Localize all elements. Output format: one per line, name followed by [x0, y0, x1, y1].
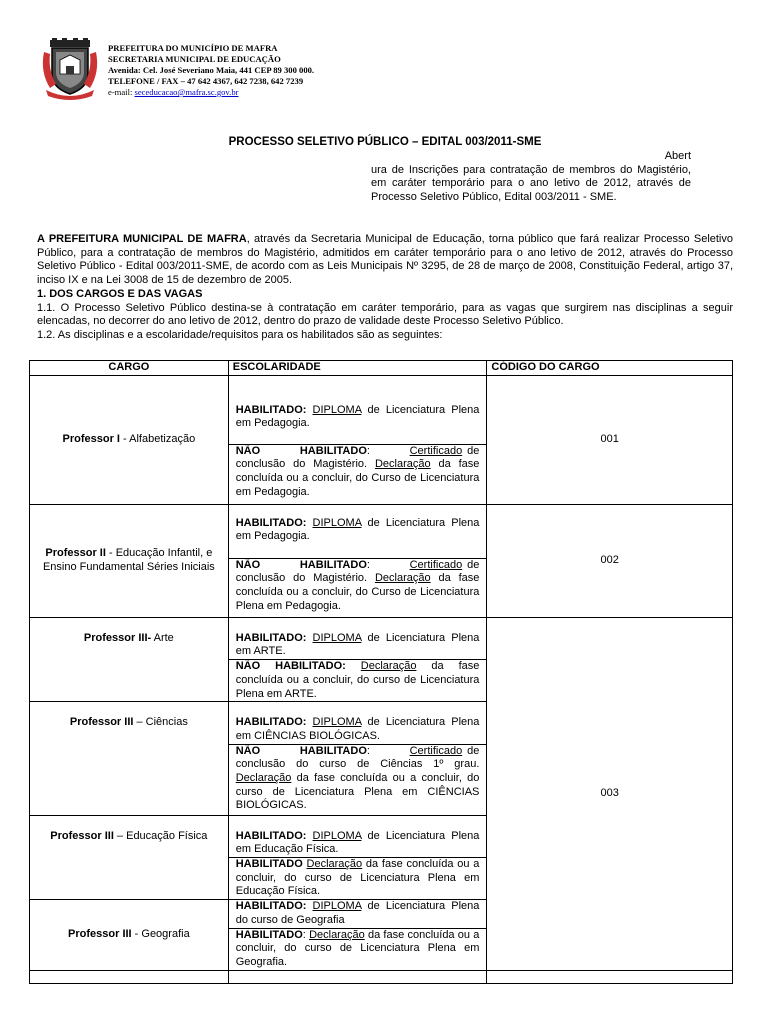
letterhead-line: TELEFONE / FAX – 47 642 4367, 642 7238, 642 7239 — [108, 76, 304, 86]
nao-habilitado-cell — [228, 660, 487, 702]
nao-habilitado-text: da fase concluída ou a concluir, do Curso de Licenciatura Plena em Pedagogia. — [235, 572, 480, 612]
abert-summary — [371, 150, 691, 204]
header-cargo: CARGO — [30, 361, 229, 376]
abert-rest: ura de Inscrições para contratação de membros do Magistério, em caráter temporário para o ano letivo de 2012, através de Processo Seletivo Público, Edital 003/2011 - SME. — [371, 163, 691, 203]
habilitado-text: de Licenciatura Plena do curso de Geografia — [235, 900, 480, 926]
nao-habilitado-cell: NÃO HABILITADO: Certificado de conclusão do Magistério. Declaração da fase concluída ou a concluir, do Curso de Licenciatura Plena em Pedagogia. — [228, 558, 487, 617]
codigo-cell: 003 — [487, 617, 733, 970]
diploma-term: DIPLOMA — [312, 829, 362, 842]
empty-cell — [487, 970, 733, 983]
cargo-name: Professor III — [69, 716, 134, 729]
cargo-detail: Arte — [151, 631, 174, 644]
cargo-detail: – Ciências — [133, 716, 188, 729]
label-nao-habilitado: NÃO — [235, 744, 261, 757]
nao-habilitado-text: da fase concluída ou a concluir, do curso de Licenciatura Plena em ARTE. — [235, 660, 480, 700]
cargo-cell — [30, 375, 229, 504]
habilitado-cell — [228, 504, 487, 558]
habilitado-cell — [228, 900, 487, 928]
header-escolaridade: ESCOLARIDADE — [228, 361, 487, 376]
certificado-term: Certificado — [409, 744, 463, 757]
table-row — [30, 504, 733, 558]
label-habilitado: HABILITADO: — [235, 829, 307, 842]
letterhead-line: PREFEITURA DO MUNICÍPIO DE MAFRA — [108, 43, 278, 53]
diploma-term: DIPLOMA — [312, 403, 362, 416]
habilitado-cell — [228, 375, 487, 444]
habilitado-text: de Licenciatura Plena em Pedagogia. — [235, 403, 480, 430]
nao-habilitado-text: de conclusão do curso de Ciências 1º grau. — [235, 744, 480, 771]
label-nao-habilitado: HABILITADO — [299, 744, 367, 757]
nao-habilitado-cell: NÃO HABILITADO: Certificado de conclusão do Magistério. Declaração da fase concluída ou a concluir, do Curso de Licenciatura em Pedagogia. — [228, 444, 487, 504]
certificado-term: Certificado — [409, 444, 463, 457]
cargo-name: Professor II — [45, 547, 106, 559]
paragraph-1-1: 1.1. O Processo Seletivo Público destina-se à contratação em caráter temporário, para as vagas que surgirem nas disciplinas a seguir elencadas, no decorrer do ano letivo de 2012, dentro do prazo de validade deste Processo Seletivo Público. — [37, 301, 733, 328]
certificado-term: Certificado — [409, 558, 463, 571]
letterhead-email-line — [108, 87, 314, 98]
declaracao-term: Declaração — [309, 928, 365, 941]
label-nao-habilitado: HABILITADO — [299, 444, 367, 457]
intro-paragraph — [37, 233, 733, 288]
cargo-name: Professor I — [62, 432, 120, 445]
cargo-cell — [30, 900, 229, 971]
empty-cell — [228, 970, 487, 983]
cargo-name: Professor III- — [83, 631, 152, 644]
codigo-cell: 001 — [487, 375, 733, 504]
codigo-cell: 002 — [487, 504, 733, 617]
label-habilitado: HABILITADO: — [235, 716, 307, 729]
declaracao-term: Declaração — [306, 858, 363, 871]
section-heading: 1. DOS CARGOS E DAS VAGAS — [37, 287, 203, 300]
table-header-row — [30, 361, 733, 376]
declaracao-term: Declaração — [235, 772, 292, 785]
paragraph-1-2: 1.2. As disciplinas e a escolaridade/requisitos para os habilitados são as seguintes: — [37, 328, 443, 341]
cargo-name: Professor III — [50, 829, 114, 842]
habilitado-text: de Licenciatura Plena em CIÊNCIAS BIOLÓGICAS. — [235, 716, 480, 742]
label-nao-habilitado: HABILITADO — [235, 858, 303, 871]
header-codigo: CÓDIGO DO CARGO — [487, 361, 733, 376]
cargo-cell — [30, 504, 229, 617]
table-row — [30, 617, 733, 659]
nao-habilitado-cell — [228, 858, 487, 900]
abert-first-line: Abert — [664, 150, 691, 162]
label-nao-habilitado: NÃO — [235, 444, 261, 457]
nao-habilitado-text: da fase concluída ou a concluir, do Curso de Licenciatura em Pedagogia. — [235, 458, 480, 498]
label-nao-habilitado: NÃO — [235, 558, 261, 571]
declaracao-term: Declaração — [374, 572, 431, 585]
cargo-detail: - Educação Infantil, e Ensino Fundamental Séries Iniciais — [42, 547, 215, 573]
nao-habilitado-text: de conclusão do Magistério. — [235, 558, 480, 585]
intro-bold-lead: A PREFEITURA MUNICIPAL DE MAFRA — [37, 233, 247, 245]
intro-text: , através da Secretaria Municipal de Educação, torna público que fará realizar Processo Seletivo Público, para a contratação de membros do Magistério, admitidos em caráter temporário para o ano letivo de 2012, através do Processo Seletivo Público - Edital 003/2011-SME, de acordo com as Leis Municipais Nº 3295, de 28 de março de 2008, Constituição Federal, artigo 37, inciso IX e na Lei 3008 de 15 de dezembro de 2005. — [37, 233, 733, 287]
empty-cell — [30, 970, 229, 983]
nao-habilitado-text: da fase concluída ou a concluir, do curso de Licenciatura Plena em Geografia. — [235, 928, 480, 968]
label-nao-habilitado: HABILITADO — [299, 558, 367, 571]
cargo-name: Professor III — [68, 928, 132, 941]
habilitado-cell — [228, 617, 487, 659]
cargo-detail: - Alfabetização — [119, 432, 196, 445]
letterhead-line: SECRETARIA MUNICIPAL DE EDUCAÇÃO — [108, 54, 281, 64]
email-label: e-mail: — [108, 87, 133, 97]
label-nao-habilitado: NÃO HABILITADO: — [235, 660, 346, 673]
habilitado-text: de Licenciatura Plena em ARTE. — [235, 631, 480, 658]
page-title: PROCESSO SELETIVO PÚBLICO – EDITAL 003/2011-SME — [228, 136, 542, 148]
letterhead — [108, 43, 314, 98]
cargo-detail: - Geografia — [131, 928, 190, 941]
habilitado-text: de Licenciatura Plena em Educação Física. — [235, 829, 480, 856]
habilitado-text: de Licenciatura Plena em Pedagogia. — [235, 516, 480, 543]
cargo-cell — [30, 815, 229, 900]
table-row — [30, 970, 733, 983]
label-habilitado: HABILITADO: — [235, 900, 307, 913]
label-nao-habilitado: HABILITADO — [235, 928, 303, 941]
label-habilitado: HABILITADO: — [235, 516, 307, 529]
intro-section — [37, 233, 733, 343]
nao-habilitado-cell: NÃO HABILITADO: Certificado de conclusão do curso de Ciências 1º grau. Declaração da fase concluída ou a concluir, do curso de Licenciatura Plena em CIÊNCIAS BIOLÓGICAS. — [228, 744, 487, 815]
diploma-term: DIPLOMA — [312, 516, 362, 529]
habilitado-cell — [228, 702, 487, 744]
diploma-term: DIPLOMA — [312, 900, 362, 913]
email-link[interactable]: seceducacao@mafra.sc.gov.br — [134, 87, 239, 97]
nao-habilitado-text: da fase concluída ou a concluir, do curso de Licenciatura Plena em CIÊNCIAS BIOLÓGICAS. — [235, 772, 480, 812]
label-habilitado: HABILITADO: — [235, 403, 307, 416]
nao-habilitado-text: de conclusão do Magistério. — [235, 444, 480, 471]
municipal-seal-icon — [40, 38, 100, 100]
nao-habilitado-text: da fase concluída ou a concluir, do curso de Licenciatura Plena em Educação Física. — [235, 858, 480, 898]
nao-habilitado-cell: HABILITADO: Declaração da fase concluída ou a concluir, do curso de Licenciatura Plena em Geografia. — [228, 928, 487, 970]
diploma-term: DIPLOMA — [312, 716, 362, 729]
label-habilitado: HABILITADO: — [235, 631, 307, 644]
declaracao-term: Declaração — [374, 458, 431, 471]
table-row — [30, 375, 733, 444]
cargos-table — [29, 360, 733, 984]
cargo-detail: – Educação Física — [113, 829, 208, 842]
habilitado-cell — [228, 815, 487, 857]
cargo-cell — [30, 617, 229, 702]
declaracao-term: Declaração — [360, 660, 417, 673]
cargo-cell — [30, 702, 229, 815]
diploma-term: DIPLOMA — [312, 631, 362, 644]
letterhead-line: Avenida: Cel. José Severiano Maia, 441 CEP 89 300 000. — [108, 65, 315, 75]
